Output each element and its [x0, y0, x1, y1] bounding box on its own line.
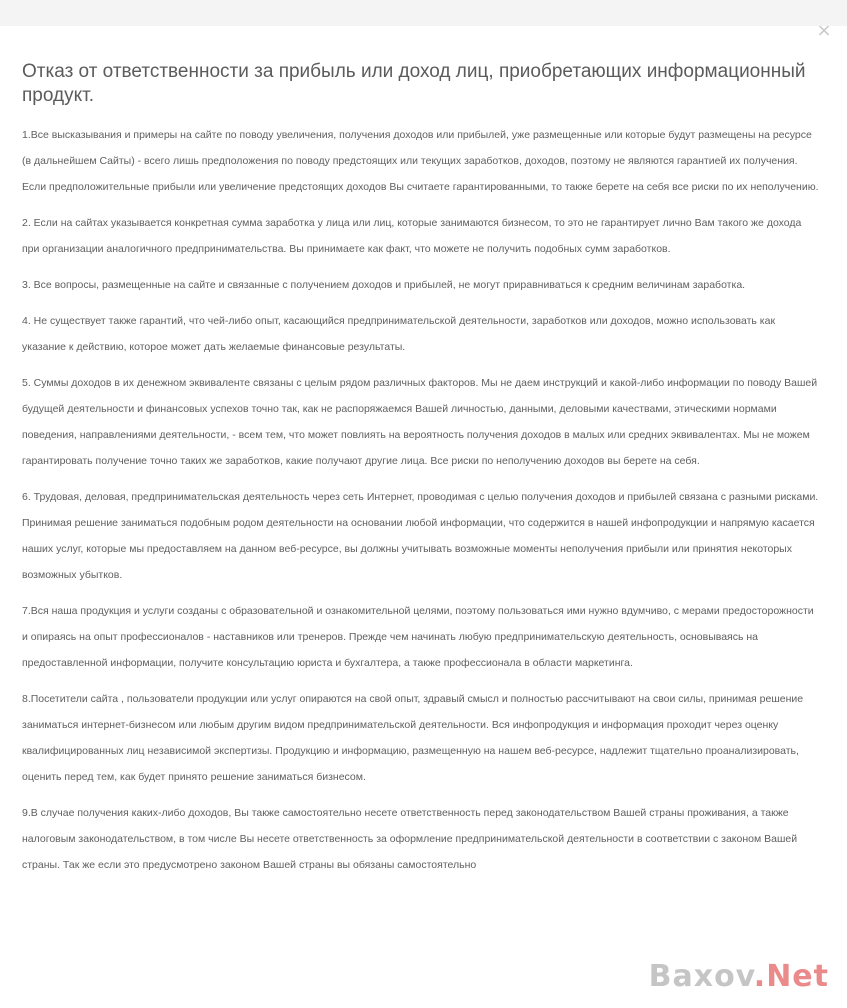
disclaimer-dialog: [0, 26, 847, 1008]
watermark-text-domain: .Net: [753, 959, 829, 994]
close-icon[interactable]: ×: [816, 26, 832, 41]
clause-6: 6. Трудовая, деловая, предпринимательская деятельность через сеть Интернет, проводимая с целью получения доходов и прибылей связана с разными рисками. Принимая решение заниматься подобным родом деятельности на основании любой информации, что содержится в нашей инфопродукции и напрямую касается наших услуг, которые мы предоставляем на данном веб-ресурсе, вы должны учитывать возможные моменты неполучения прибыли или принятия некоторых возможных убытков.: [22, 491, 819, 581]
dialog-title: Отказ от ответственности за прибыль или доход лиц, приобретающих информационный продукт.: [22, 61, 806, 106]
clause-2: 2. Если на сайтах указывается конкретная сумма заработка у лица или лиц, которые занимаются бизнесом, то это не гарантирует лично Вам такого же дохода при организации аналогичного предпринимательства. Вы принимаете как факт, что можете не получить подобных сумм заработков.: [22, 217, 802, 255]
watermark-logo: [649, 959, 829, 994]
clause-7: 7.Вся наша продукция и услуги созданы с образовательной и ознакомительной целями, поэтому пользоваться ими нужно вдумчиво, с мерами предосторожности и опираясь на опыт профессионалов - наставников или тренеров. Прежде чем начинать любую предпринимательскую деятельность, основываясь на предоставленной информации, получите консультацию юриста и бухгалтера, а также профессионала в области маркетинга.: [22, 605, 814, 669]
clause-5: 5. Суммы доходов в их денежном эквиваленте связаны с целым рядом различных факторов. Мы не даем инструкций и какой-либо информации по поводу Вашей будущей деятельности и финансовых успехов точно так, как не распоряжаемся Вашей личностью, данными, деловыми качествами, этическими нормами поведения, направлениями деятельности, - всем тем, что может повлиять на вероятность получения доходов в малых или средних эквивалентах. Мы не можем гарантировать получение точно таких же заработков, какие получают другие лица. Все риски по неполучению доходов вы берете на себя.: [22, 377, 818, 467]
clause-3: 3. Все вопросы, размещенные на сайте и связанные с получением доходов и прибылей, не могут приравниваться к средним величинам заработка.: [22, 279, 746, 291]
clauses-list: [22, 122, 819, 878]
clause-8: 8.Посетители сайта , пользователи продукции или услуг опираются на свой опыт, здравый смысл и полностью рассчитывают на свои силы, принимая решение заниматься интернет-бизнесом или любым другим видом предпринимательской деятельности. Вся инфопродукция и информация проходит через оценку квалифицированных лиц независимой экспертизы. Продукцию и информацию, размещенную на нашем веб-ресурсе, надлежит тщательно проанализировать, оценить перед тем, как будет принято решение заниматься бизнесом.: [22, 693, 804, 783]
watermark-text-main: Baxov: [648, 959, 754, 994]
clause-1: 1.Все высказывания и примеры на сайте по поводу увеличения, получения доходов или прибылей, уже размещенные или которые будут размещены на ресурсе (в дальнейшем Сайты) - всего лишь предположения по поводу предстоящих или текущих заработков, доходов, поэтому не являются гарантией их получения. Если предположительные прибыли или увеличение предстоящих доходов Вы считаете гарантированными, то также берете на себя все риски по их неполучению.: [22, 129, 819, 193]
clause-9: 9.В случае получения каких-либо доходов, Вы также самостоятельно несете ответственность перед законодательством Вашей страны проживания, а также налоговым законодательством, в том числе Вы несете ответственность за оформление предпринимательской деятельности в соответствии с законом Вашей страны. Так же если это предусмотрено законом Вашей страны вы обязаны самостоятельно: [22, 807, 798, 871]
clause-4: 4. Не существует также гарантий, что чей-либо опыт, касающийся предпринимательской деятельности, заработков или доходов, можно использовать как указание к действию, которое может дать желаемые финансовые результаты.: [22, 315, 776, 353]
